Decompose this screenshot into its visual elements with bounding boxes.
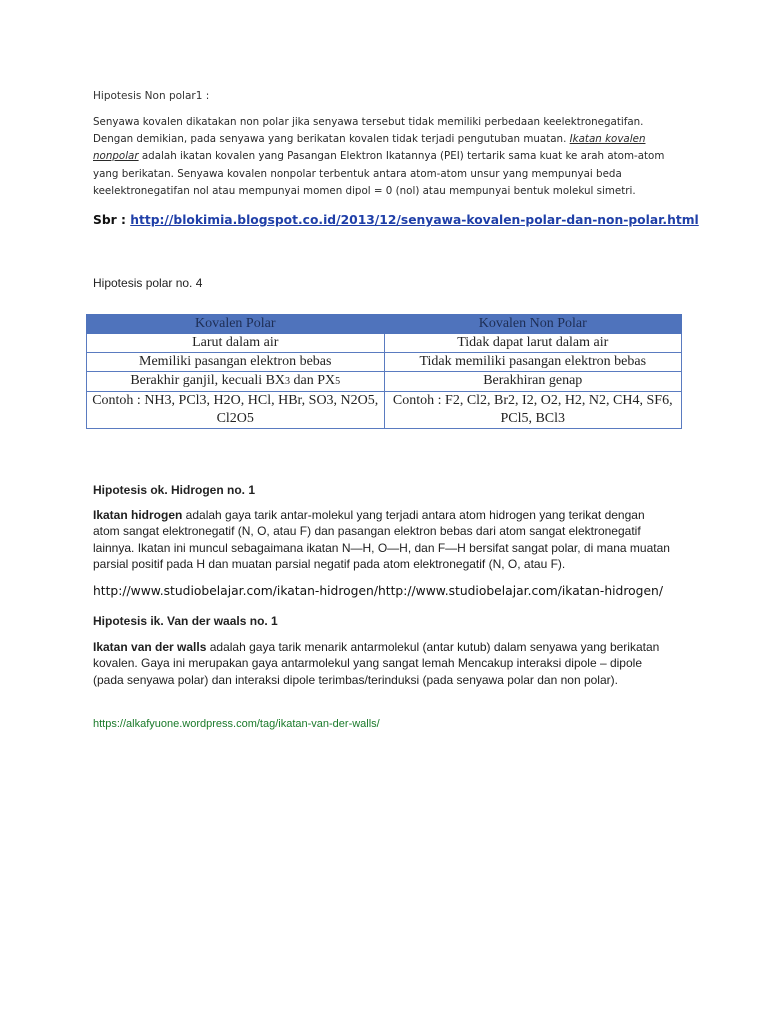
row3-text-b: dan PX	[290, 373, 336, 388]
table-row	[87, 392, 682, 429]
s1-line3: adalah ikatan kovalen yang Pasangan Elektron Ikatannya (PEI) tertarik sama kuat ke arah atom-atom	[138, 150, 665, 163]
s1-line2: Dengan demikian, pada senyawa yang berikatan kovalen tidak terjadi pengutuban muatan.	[93, 133, 570, 146]
hydrogen-source-url[interactable]: http://www.studiobelajar.com/ikatan-hidrogen/http://www.studiobelajar.com/ikatan-hidrogen/	[93, 584, 663, 598]
source-label: Sbr :	[93, 213, 131, 227]
table-cell: Berakhiran genap	[384, 372, 682, 392]
s1-line5: keelektronegatifan nol atau mempunyai momen dipol = 0 (nol) atau mempunyai bentuk molekul simetri.	[93, 184, 636, 197]
row3-sub-5: 5	[335, 376, 341, 387]
table-row	[87, 353, 682, 372]
table-row	[87, 372, 682, 392]
vdw-source-url[interactable]: https://alkafyuone.wordpress.com/tag/ikatan-van-der-walls/	[93, 718, 380, 730]
table-cell: Tidak dapat larut dalam air	[384, 334, 682, 353]
table-cell: Memiliki pasangan elektron bebas	[87, 353, 385, 372]
table-cell: Larut dalam air	[87, 334, 385, 353]
section1-paragraph	[93, 114, 693, 200]
source-link[interactable]: http://blokimia.blogspot.co.id/2013/12/senyawa-kovalen-polar-dan-non-polar.html	[130, 213, 699, 227]
s1-term-line3: nonpolar	[93, 150, 139, 163]
vdw-term: Ikatan van der walls	[93, 640, 207, 654]
section4-title: Hipotesis ik. Van der waals no. 1	[93, 614, 278, 628]
table-header-cell: Kovalen Non Polar	[384, 315, 682, 334]
table-cell: Contoh : F2, Cl2, Br2, I2, O2, H2, N2, CH4, SF6, PCl5, BCl3	[384, 392, 682, 429]
table-cell: Contoh : NH3, PCl3, H2O, HCl, HBr, SO3, N2O5, Cl2O5	[87, 392, 385, 429]
source-line	[93, 213, 699, 227]
row3-text-a: Berakhir ganjil, kecuali BX	[130, 373, 286, 388]
s1-line1: Senyawa kovalen dikatakan non polar jika senyawa tersebut tidak memiliki perbedaan keelektronegatifan.	[93, 116, 644, 128]
section3-paragraph	[93, 507, 673, 572]
vdw-text: adalah gaya tarik menarik antarmolekul (antar kutub) dalam senyawa yang berikatan kovalen. Gaya ini merupakan gaya antarmolekul yang sangat lemah Mencakup interaksi dipole – dipole (pada senyawa polar) dan interaksi dipole terimbas/terinduksi (pada senyawa polar dan non polar).	[93, 640, 660, 687]
hydrogen-text: adalah gaya tarik antar-molekul yang terjadi antara atom hidrogen yang terikat dengan atom sangat elektronegatif (N, O, atau F) dan pasangan elektron bebas dari atom sangat elektronegatif lainnya. Ikatan ini muncul sebagaimana ikatan N—H, O—H, dan F—H bersifat sangat polar, di mana muatan parsial positif pada H dan muatan parsial negatif pada atom elektronegatif (N, O, atau F).	[93, 508, 670, 571]
table-header-row	[87, 315, 682, 334]
table-row	[87, 334, 682, 353]
table-cell: Tidak memiliki pasangan elektron bebas	[384, 353, 682, 372]
s1-line4: yang berikatan. Senyawa kovalen nonpolar terbentuk antara atom-atom unsur yang mempunyai beda	[93, 167, 622, 180]
section4-paragraph	[93, 639, 673, 688]
table-cell	[87, 372, 385, 392]
hydrogen-term: Ikatan hidrogen	[93, 508, 183, 522]
table-header-cell: Kovalen Polar	[87, 315, 385, 334]
section3-title: Hipotesis ok. Hidrogen no. 1	[93, 483, 256, 497]
row3-sub-3: 3	[285, 376, 291, 387]
section1-title: Hipotesis Non polar1 :	[93, 90, 210, 102]
s1-term-line2: Ikatan kovalen	[569, 133, 646, 146]
polar-comparison-table	[86, 314, 682, 429]
section2-title: Hipotesis polar no. 4	[93, 276, 203, 290]
